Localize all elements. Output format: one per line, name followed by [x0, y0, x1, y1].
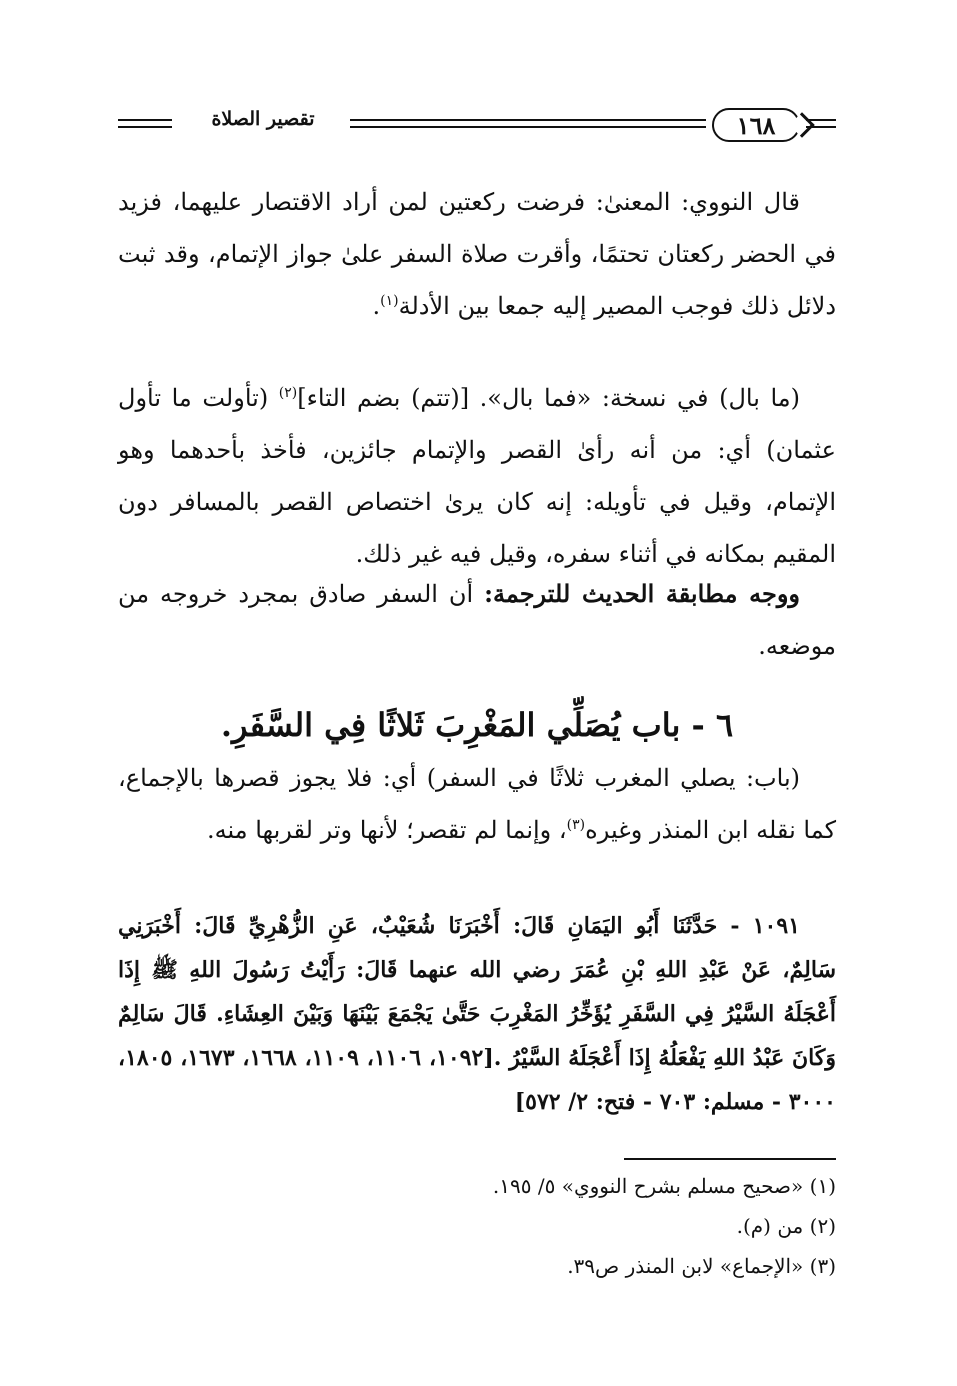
paragraph-nawawi: [118, 176, 836, 332]
footnote-separator: [624, 1158, 836, 1160]
page-number-badge: [712, 108, 800, 142]
hadith-1091: [118, 904, 836, 1124]
footnote-1: (١) «صحيح مسلم بشرح النووي» ٥/ ١٩٥.: [492, 1174, 836, 1198]
page-number: ١٦٨: [736, 110, 776, 140]
commentary-text-b: ، وإنما لم تقصر؛ لأنها وتر لقربها منه.: [206, 816, 567, 844]
footnote-ref-3: (٣): [566, 817, 586, 833]
running-title: تقصير الصلاة: [211, 108, 315, 130]
relevance-text: أن السفر صادق بمجرد خروجه من موضعه.: [118, 580, 836, 660]
paragraph-relevance: [118, 568, 836, 672]
header-rule-left-top: [118, 119, 172, 121]
paragraph-2-text-b: (تأولت ما تأول عثمان) أي: من أنه رأىٰ القصر والإتمام جائزين، فأخذ بأحدهما وهو الإتمام، وقيل في تأويله: إنه كان يرىٰ اختصاص القصر بالمسافر دون المقيم بمكانه في أثناء سفره، وقيل فيه غير ذلك.: [118, 384, 836, 568]
header-rule-mid-top: [350, 119, 706, 121]
chapter-commentary: [118, 752, 836, 856]
header-rule-mid-bottom: [350, 126, 706, 128]
paragraph-1-end: .: [372, 292, 381, 320]
footnote-ref-1: (١): [380, 293, 399, 309]
footnote-3: (٣) «الإجماع» لابن المنذر ص٣٩.: [567, 1254, 836, 1278]
header-rule-right-top: [806, 119, 836, 121]
footnote-ref-2: (٢): [278, 385, 298, 401]
header-rule-left-bottom: [118, 126, 172, 128]
paragraph-2-text-a: (ما بال) في نسخة: «فما بال». [(تتم) بضم التاء]: [297, 384, 800, 412]
paragraph-1-text: قال النووي: المعنىٰ: فرضت ركعتين لمن أراد الاقتصار عليهما، فزيد في الحضر ركعتان تحتمًا، وأقرت صلاة السفر علىٰ جواز الإتمام، وقد ثبت دلائل ذلك فوجب المصير إليه جمعا بين الأدلة: [118, 188, 836, 320]
paragraph-explanation: [118, 372, 836, 580]
relevance-heading: ووجه مطابقة الحديث للترجمة:: [484, 579, 800, 608]
commentary-text-a: (باب: يصلي المغرب ثلاثًا في السفر) أي: فلا يجوز قصرها بالإجماع، كما نقله ابن المنذر وغيره: [118, 764, 836, 844]
header-rule-right-bottom: [806, 126, 836, 128]
hadith-text: ١٠٩١ - حَدَّثَنَا أَبُو اليَمَانِ قَالَ: أَخْبَرَنَا شُعَيْبٌ، عَنِ الزُّهْرِيِّ قَالَ: أَخْبَرَنِي سَالِمٌ، عَنْ عَبْدِ اللهِ بْنِ عُمَرَ رضي الله عنهما قَالَ: رَأَيْتُ رَسُولَ اللهِ ﷺ إِذَا أَعْجَلَهُ السَّيْرُ فِي السَّفَرِ يُؤَخِّرُ المَغْرِبَ حَتَّىٰ يَجْمَعَ بَيْنَهَا وَبَيْنَ العِشَاءِ. قَالَ سَالِمٌ وَكَانَ عَبْدُ اللهِ يَفْعَلُهُ إِذَا أَعْجَلَهُ السَّيْرُ .[١٠٩٢، ١١٠٦، ١١٠٩، ١٦٦٨، ١٦٧٣، ١٨٠٥، ٣٠٠٠ - مسلم: ٧٠٣ - فتح: ٢/ ٥٧٢]: [118, 913, 836, 1115]
footnote-2: (٢) من (م).: [736, 1214, 836, 1238]
footnotes: [300, 1166, 836, 1286]
chapter-title: ٦ - باب يُصَلِّي المَغْرِبَ ثَلاثًا فِي السَّفَرِ.: [220, 706, 734, 744]
